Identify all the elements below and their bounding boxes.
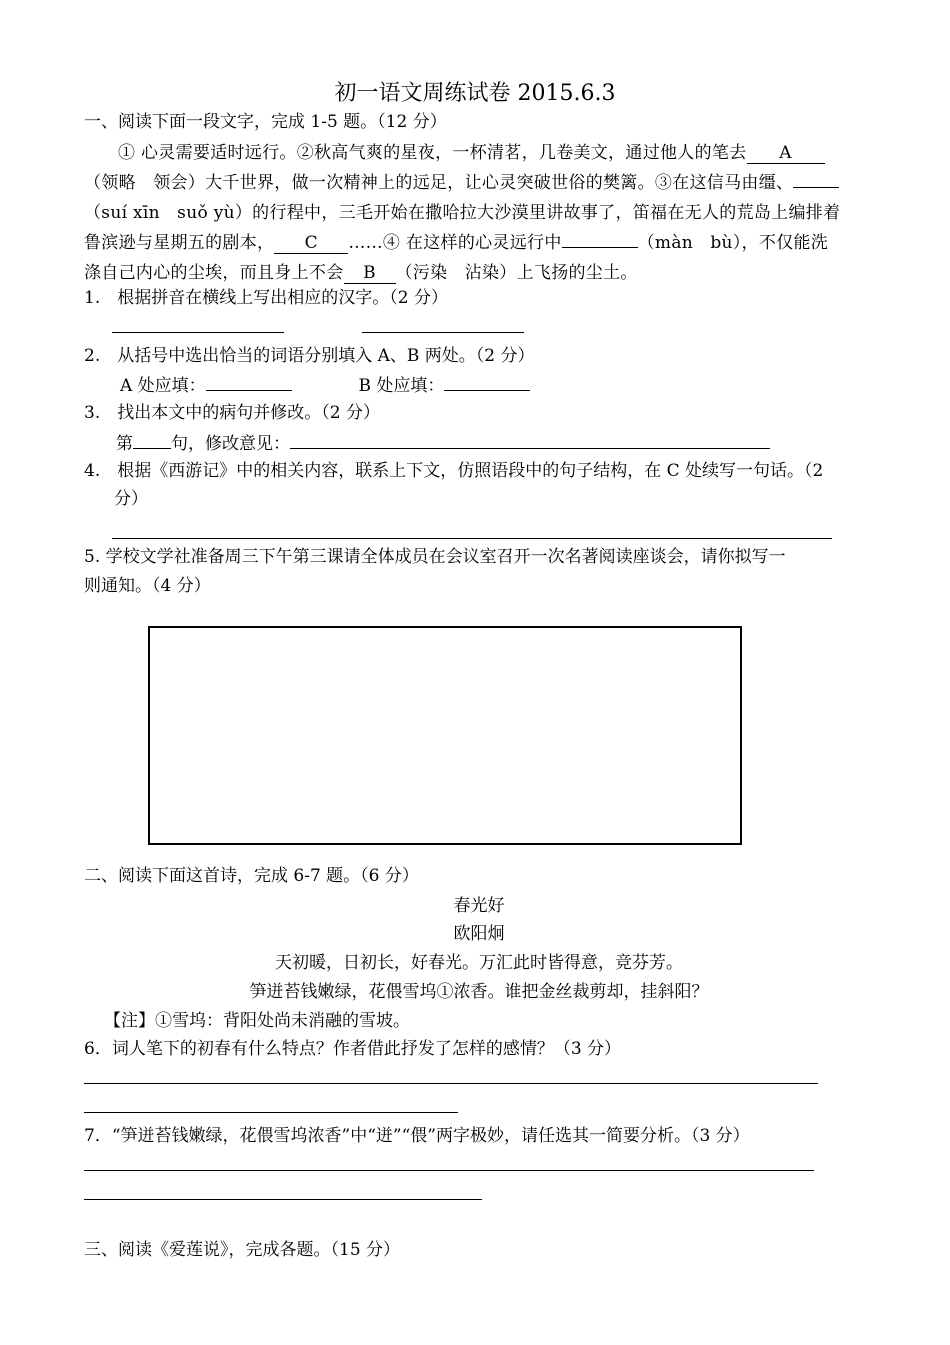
poem-author: 欧阳炯 bbox=[453, 924, 505, 944]
q3-suffix: 句，修改意见： bbox=[171, 434, 290, 454]
q2-a-label: A 处应填： bbox=[120, 376, 206, 396]
blank-a[interactable]: A bbox=[747, 143, 825, 164]
answer-line-q6-a[interactable] bbox=[84, 1083, 818, 1084]
answer-line-q1-a[interactable] bbox=[112, 332, 284, 333]
passage-line1: ① 心灵需要适时远行。②秋高气爽的星夜，一杯清茗，几卷美文，通过他人的笔去 bbox=[118, 143, 747, 163]
answer-line-q6-b[interactable] bbox=[84, 1112, 458, 1113]
answer-line-q7-a[interactable] bbox=[84, 1170, 814, 1171]
passage-line4b: ……④ 在这样的心灵远行中 bbox=[348, 233, 562, 253]
q2-b-label: B 处应填： bbox=[358, 376, 445, 396]
q3-answer-row bbox=[116, 430, 770, 456]
reading-passage bbox=[84, 138, 870, 288]
question-6: 6．词人笔下的初春有什么特点？作者借此抒发了怎样的感情？（3 分） bbox=[84, 1039, 622, 1059]
q3-prefix: 第 bbox=[116, 434, 133, 454]
section3-heading: 三、阅读《爱莲说》，完成各题。（15 分） bbox=[84, 1240, 401, 1260]
passage-line4c: （màn bù），不仅能洗 bbox=[637, 233, 829, 253]
poem-line-1: 天初暖，日初长，好春光。万汇此时皆得意，竞芬芳。 bbox=[275, 953, 683, 973]
passage-line5a: 涤自己内心的尘埃，而且身上不会 bbox=[84, 263, 344, 283]
q3-opinion-blank[interactable] bbox=[290, 430, 770, 449]
blank-b[interactable]: B bbox=[344, 263, 396, 284]
q2-a-blank[interactable] bbox=[206, 372, 292, 391]
poem-line-2: 笋迸苔钱嫩绿，花偎雪坞①浓香。谁把金丝裁剪却，挂斜阳？ bbox=[249, 982, 709, 1002]
answer-line-q4[interactable] bbox=[112, 538, 832, 539]
question-5-line1: 5. 学校文学社准备周三下午第三课请全体成员在会议室召开一次名著阅读座谈会，请你拟写一 bbox=[84, 547, 786, 567]
passage-line2: （领略 领会）大千世界，做一次精神上的远足，让心灵突破世俗的樊篱。③在这信马由缰、 bbox=[84, 173, 794, 193]
question-2: 2. 从括号中选出恰当的词语分别填入 A、B 两处。（2 分） bbox=[84, 346, 535, 366]
answer-line-q7-b[interactable] bbox=[84, 1199, 482, 1200]
question-4-line2: 分） bbox=[114, 489, 148, 509]
page-title: 初一语文周练试卷 2015.6.3 bbox=[334, 81, 616, 106]
poem-title: 春光好 bbox=[453, 896, 505, 916]
question-7: 7．“笋迸苔钱嫩绿，花偎雪坞浓香”中“迸”“偎”两字极妙，请任选其一简要分析。（3 分） bbox=[84, 1126, 750, 1146]
q2-b-blank[interactable] bbox=[444, 372, 530, 391]
answer-line-q1-b[interactable] bbox=[362, 332, 524, 333]
q2-answer-row bbox=[120, 372, 530, 398]
blank-pinyin-2[interactable] bbox=[562, 247, 638, 248]
question-1: 1. 根据拼音在横线上写出相应的汉字。（2 分） bbox=[84, 288, 448, 308]
passage-line4a: 鲁滨逊与星期五的剧本， bbox=[84, 233, 275, 253]
passage-line5b: （污染 沾染）上飞扬的尘土。 bbox=[395, 263, 638, 283]
section2-heading: 二、阅读下面这首诗，完成 6-7 题。（6 分） bbox=[84, 866, 419, 886]
q3-sentence-blank[interactable] bbox=[133, 430, 171, 449]
question-5-line2: 则通知。（4 分） bbox=[84, 576, 211, 596]
section1-heading: 一、阅读下面一段文字，完成 1-5 题。（12 分） bbox=[84, 112, 447, 132]
blank-c[interactable]: C bbox=[274, 233, 348, 254]
poem-note: 【注】①雪坞：背阳处尚未消融的雪坡。 bbox=[104, 1011, 410, 1031]
blank-pinyin-1[interactable] bbox=[793, 187, 839, 188]
question-3: 3. 找出本文中的病句并修改。（2 分） bbox=[84, 403, 380, 423]
passage-line3: （suí xīn suǒ yù）的行程中，三毛开始在撒哈拉大沙漠里讲故事了，笛福在无人的荒岛上编排着 bbox=[84, 203, 841, 223]
question-4-line1: 4. 根据《西游记》中的相关内容，联系上下文，仿照语段中的句子结构，在 C 处续写一句话。（2 bbox=[84, 461, 824, 481]
notice-answer-box[interactable] bbox=[148, 626, 742, 845]
